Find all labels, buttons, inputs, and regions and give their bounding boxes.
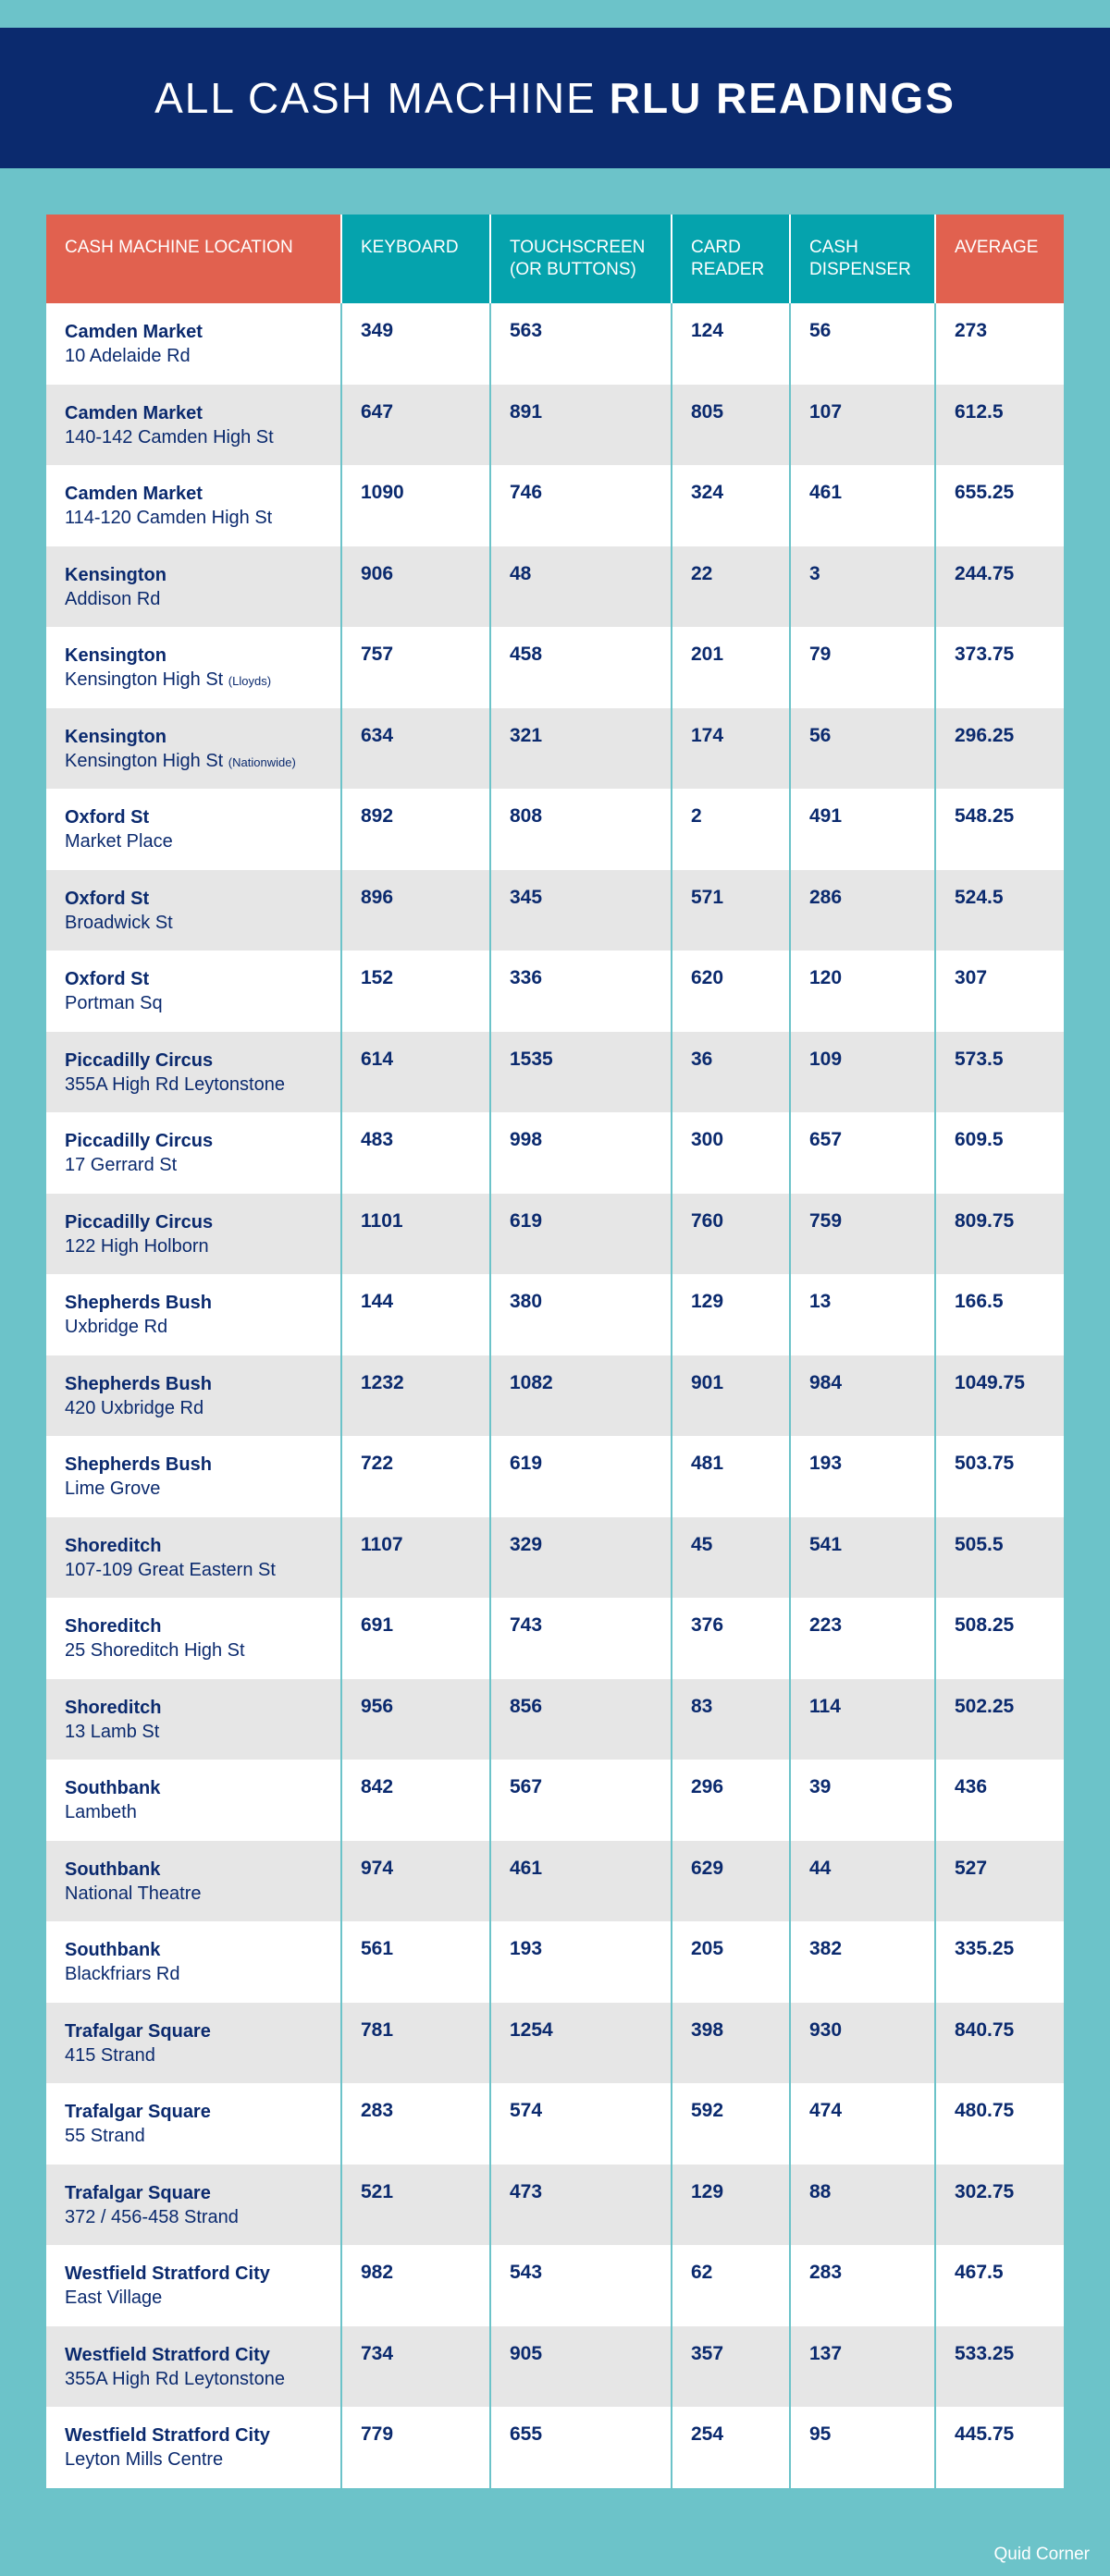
keyboard-cell: 691	[341, 1598, 490, 1679]
location-address	[65, 749, 322, 775]
cash-dispenser-cell: 930	[790, 2003, 935, 2084]
location-cell	[46, 465, 341, 546]
location-area: Shoreditch	[65, 1535, 162, 1556]
card-reader-cell: 629	[672, 1841, 790, 1922]
location-cell	[46, 1436, 341, 1517]
location-area: Piccadilly Circus	[65, 1131, 214, 1151]
location-cell	[46, 789, 341, 870]
cash-dispenser-cell: 114	[790, 1679, 935, 1760]
address-text: 107-109 Great Eastern St	[65, 1559, 276, 1580]
location-cell	[46, 2165, 341, 2246]
location-area: Southbank	[65, 1778, 161, 1798]
location-area: Trafalgar Square	[65, 2020, 211, 2042]
average-cell: 445.75	[935, 2407, 1064, 2488]
location-cell	[46, 708, 341, 790]
location-area: Piccadilly Circus	[65, 1049, 214, 1071]
location-cell	[46, 1760, 341, 1841]
keyboard-cell: 734	[341, 2326, 490, 2408]
cash-dispenser-cell: 984	[790, 1355, 935, 1437]
keyboard-cell: 144	[341, 1274, 490, 1355]
location-cell	[46, 627, 341, 708]
average-cell: 655.25	[935, 465, 1064, 546]
table-row	[46, 2003, 1064, 2084]
location-address	[65, 425, 322, 449]
location-area: Southbank	[65, 1858, 161, 1880]
location-address	[65, 911, 322, 935]
rlu-readings-table	[46, 215, 1064, 2488]
card-reader-cell: 376	[672, 1598, 790, 1679]
col-header-average: AVERAGE	[935, 215, 1064, 303]
average-cell: 502.25	[935, 1679, 1064, 1760]
location-cell	[46, 1841, 341, 1922]
table-row	[46, 385, 1064, 466]
touchscreen-cell: 193	[490, 1921, 672, 2003]
card-reader-cell: 201	[672, 627, 790, 708]
average-cell: 296.25	[935, 708, 1064, 790]
card-reader-cell: 571	[672, 870, 790, 951]
table-row	[46, 546, 1064, 628]
cash-dispenser-cell: 193	[790, 1436, 935, 1517]
table-row	[46, 1679, 1064, 1760]
location-address	[65, 1720, 322, 1744]
cash-dispenser-cell: 120	[790, 951, 935, 1032]
address-text: 13 Lamb St	[65, 1721, 160, 1742]
touchscreen-cell: 473	[490, 2165, 672, 2246]
location-address	[65, 1153, 322, 1177]
touchscreen-cell: 998	[490, 1112, 672, 1194]
cash-dispenser-cell: 39	[790, 1760, 935, 1841]
cash-dispenser-cell: 657	[790, 1112, 935, 1194]
average-cell: 307	[935, 951, 1064, 1032]
cash-dispenser-cell: 13	[790, 1274, 935, 1355]
cash-dispenser-cell: 79	[790, 627, 935, 708]
location-address	[65, 1396, 322, 1420]
cash-dispenser-cell: 88	[790, 2165, 935, 2246]
keyboard-cell: 982	[341, 2245, 490, 2326]
location-area: Shoreditch	[65, 1616, 162, 1637]
title-banner	[0, 28, 1110, 168]
keyboard-cell: 974	[341, 1841, 490, 1922]
cash-dispenser-cell: 286	[790, 870, 935, 951]
keyboard-cell: 757	[341, 627, 490, 708]
average-cell: 244.75	[935, 546, 1064, 628]
table-row	[46, 1760, 1064, 1841]
table-row	[46, 2165, 1064, 2246]
average-cell: 166.5	[935, 1274, 1064, 1355]
touchscreen-cell: 743	[490, 1598, 672, 1679]
touchscreen-cell: 1535	[490, 1032, 672, 1113]
location-address	[65, 2124, 322, 2148]
location-area: Shepherds Bush	[65, 1454, 212, 1475]
card-reader-cell: 62	[672, 2245, 790, 2326]
average-cell: 503.75	[935, 1436, 1064, 1517]
location-area: Kensington	[65, 726, 166, 747]
cash-dispenser-cell: 137	[790, 2326, 935, 2408]
card-reader-cell: 398	[672, 2003, 790, 2084]
touchscreen-cell: 345	[490, 870, 672, 951]
cash-dispenser-cell: 56	[790, 708, 935, 790]
address-text: Uxbridge Rd	[65, 1317, 168, 1337]
cash-dispenser-cell: 541	[790, 1517, 935, 1599]
location-address	[65, 1073, 322, 1097]
touchscreen-cell: 619	[490, 1194, 672, 1275]
card-reader-cell: 174	[672, 708, 790, 790]
address-text: 122 High Holborn	[65, 1235, 209, 1257]
address-text: 25 Shoreditch High St	[65, 1640, 245, 1661]
cash-dispenser-cell: 44	[790, 1841, 935, 1922]
card-reader-cell: 805	[672, 385, 790, 466]
location-address	[65, 1558, 322, 1582]
location-address	[65, 2286, 322, 2310]
cash-dispenser-cell: 107	[790, 385, 935, 466]
location-address	[65, 1800, 322, 1824]
keyboard-cell: 892	[341, 789, 490, 870]
col-header-location: CASH MACHINE LOCATION	[46, 215, 341, 303]
touchscreen-cell: 543	[490, 2245, 672, 2326]
average-cell: 273	[935, 303, 1064, 385]
location-area: Oxford St	[65, 969, 150, 989]
address-text: Blackfriars Rd	[65, 1964, 180, 1984]
card-reader-cell: 620	[672, 951, 790, 1032]
location-area: Trafalgar Square	[65, 2182, 211, 2203]
cash-dispenser-cell: 56	[790, 303, 935, 385]
location-cell	[46, 1194, 341, 1275]
location-address	[65, 2367, 322, 2391]
average-cell: 524.5	[935, 870, 1064, 951]
keyboard-cell: 722	[341, 1436, 490, 1517]
keyboard-cell: 1101	[341, 1194, 490, 1275]
location-cell	[46, 951, 341, 1032]
location-address	[65, 991, 322, 1015]
location-cell	[46, 1355, 341, 1437]
card-reader-cell: 129	[672, 1274, 790, 1355]
card-reader-cell: 205	[672, 1921, 790, 2003]
table-row	[46, 1274, 1064, 1355]
location-cell	[46, 1598, 341, 1679]
average-cell: 505.5	[935, 1517, 1064, 1599]
address-text: Kensington High St	[65, 750, 224, 771]
address-text: Addison Rd	[65, 588, 161, 609]
touchscreen-cell: 1082	[490, 1355, 672, 1437]
cash-dispenser-cell: 461	[790, 465, 935, 546]
touchscreen-cell: 746	[490, 465, 672, 546]
cash-dispenser-cell: 283	[790, 2245, 935, 2326]
table-row	[46, 2326, 1064, 2408]
address-text: 372 / 456-458 Strand	[65, 2206, 239, 2227]
touchscreen-cell: 1254	[490, 2003, 672, 2084]
location-address	[65, 587, 322, 611]
touchscreen-cell: 336	[490, 951, 672, 1032]
location-area: Westfield Stratford City	[65, 2344, 270, 2365]
location-address	[65, 2205, 322, 2229]
touchscreen-cell: 891	[490, 385, 672, 466]
table-row	[46, 2245, 1064, 2326]
address-text: 10 Adelaide Rd	[65, 346, 191, 366]
address-text: 420 Uxbridge Rd	[65, 1397, 204, 1418]
address-text: 355A High Rd Leytonstone	[65, 2368, 285, 2389]
average-cell: 548.25	[935, 789, 1064, 870]
keyboard-cell: 614	[341, 1032, 490, 1113]
col-header-cash-dispenser: CASH DISPENSER	[790, 215, 935, 303]
col-header-keyboard: KEYBOARD	[341, 215, 490, 303]
table-row	[46, 1517, 1064, 1599]
location-address	[65, 668, 322, 693]
location-area: Shoreditch	[65, 1697, 162, 1718]
location-address	[65, 2447, 322, 2472]
address-text: National Theatre	[65, 1883, 202, 1904]
address-note: (Nationwide)	[228, 754, 296, 769]
address-text: 114-120 Camden High St	[65, 508, 273, 528]
keyboard-cell: 956	[341, 1679, 490, 1760]
card-reader-cell: 83	[672, 1679, 790, 1760]
location-address	[65, 506, 322, 530]
average-cell: 373.75	[935, 627, 1064, 708]
location-area: Shepherds Bush	[65, 1293, 212, 1313]
location-cell	[46, 2245, 341, 2326]
table-row	[46, 1032, 1064, 1113]
table-row	[46, 870, 1064, 951]
table-row	[46, 1921, 1064, 2003]
location-cell	[46, 1679, 341, 1760]
touchscreen-cell: 563	[490, 303, 672, 385]
card-reader-cell: 45	[672, 1517, 790, 1599]
location-cell	[46, 1112, 341, 1194]
keyboard-cell: 896	[341, 870, 490, 951]
touchscreen-cell: 48	[490, 546, 672, 628]
card-reader-cell: 2	[672, 789, 790, 870]
location-area: Camden Market	[65, 322, 203, 342]
location-cell	[46, 546, 341, 628]
touchscreen-cell: 461	[490, 1841, 672, 1922]
cash-dispenser-cell: 223	[790, 1598, 935, 1679]
cash-dispenser-cell: 759	[790, 1194, 935, 1275]
keyboard-cell: 283	[341, 2083, 490, 2165]
touchscreen-cell: 619	[490, 1436, 672, 1517]
touchscreen-cell: 574	[490, 2083, 672, 2165]
address-text: 17 Gerrard St	[65, 1155, 178, 1175]
average-cell: 527	[935, 1841, 1064, 1922]
address-text: 415 Strand	[65, 2044, 155, 2066]
card-reader-cell: 129	[672, 2165, 790, 2246]
address-text: Portman Sq	[65, 993, 163, 1013]
location-area: Camden Market	[65, 402, 203, 423]
table-row	[46, 708, 1064, 790]
table-row	[46, 2083, 1064, 2165]
cash-dispenser-cell: 491	[790, 789, 935, 870]
keyboard-cell: 1090	[341, 465, 490, 546]
location-cell	[46, 2407, 341, 2488]
keyboard-cell: 779	[341, 2407, 490, 2488]
table-row	[46, 1841, 1064, 1922]
location-address	[65, 829, 322, 853]
table-row	[46, 1194, 1064, 1275]
table-row	[46, 951, 1064, 1032]
location-address	[65, 1234, 322, 1258]
address-text: Leyton Mills Centre	[65, 2449, 224, 2470]
average-cell: 335.25	[935, 1921, 1064, 2003]
title-emphasis: RLU READINGS	[609, 74, 956, 122]
location-address	[65, 1315, 322, 1339]
keyboard-cell: 483	[341, 1112, 490, 1194]
location-address	[65, 1638, 322, 1662]
brand-logo: Quid Corner	[993, 2545, 1090, 2564]
cash-dispenser-cell: 382	[790, 1921, 935, 2003]
location-cell	[46, 303, 341, 385]
address-text: 140-142 Camden High St	[65, 426, 274, 448]
table-row	[46, 1598, 1064, 1679]
touchscreen-cell: 905	[490, 2326, 672, 2408]
card-reader-cell: 300	[672, 1112, 790, 1194]
col-header-touchscreen: TOUCHSCREEN (OR BUTTONS)	[490, 215, 672, 303]
location-address	[65, 344, 322, 368]
table-row	[46, 1112, 1064, 1194]
average-cell: 302.75	[935, 2165, 1064, 2246]
location-address	[65, 1477, 322, 1501]
address-text: Lambeth	[65, 1802, 137, 1822]
card-reader-cell: 124	[672, 303, 790, 385]
keyboard-cell: 349	[341, 303, 490, 385]
touchscreen-cell: 567	[490, 1760, 672, 1841]
keyboard-cell: 647	[341, 385, 490, 466]
location-cell	[46, 385, 341, 466]
location-area: Oxford St	[65, 888, 150, 909]
location-cell	[46, 1274, 341, 1355]
touchscreen-cell: 655	[490, 2407, 672, 2488]
card-reader-cell: 22	[672, 546, 790, 628]
average-cell: 573.5	[935, 1032, 1064, 1113]
location-area: Westfield Stratford City	[65, 2425, 270, 2446]
card-reader-cell: 254	[672, 2407, 790, 2488]
keyboard-cell: 781	[341, 2003, 490, 2084]
address-text: Broadwick St	[65, 912, 173, 933]
location-cell	[46, 2003, 341, 2084]
table-row	[46, 1436, 1064, 1517]
table-header-row	[46, 215, 1064, 303]
address-note: (Lloyds)	[228, 674, 272, 688]
table-row	[46, 303, 1064, 385]
touchscreen-cell: 321	[490, 708, 672, 790]
average-cell: 480.75	[935, 2083, 1064, 2165]
location-area: Camden Market	[65, 484, 203, 504]
location-cell	[46, 870, 341, 951]
touchscreen-cell: 808	[490, 789, 672, 870]
location-address	[65, 1962, 322, 1986]
card-reader-cell: 481	[672, 1436, 790, 1517]
cash-dispenser-cell: 474	[790, 2083, 935, 2165]
cash-dispenser-cell: 3	[790, 546, 935, 628]
touchscreen-cell: 329	[490, 1517, 672, 1599]
table-row	[46, 1355, 1064, 1437]
location-area: Kensington	[65, 564, 166, 585]
touchscreen-cell: 856	[490, 1679, 672, 1760]
keyboard-cell: 1232	[341, 1355, 490, 1437]
address-text: Kensington High St	[65, 669, 224, 690]
average-cell: 809.75	[935, 1194, 1064, 1275]
location-cell	[46, 1517, 341, 1599]
location-cell	[46, 1921, 341, 2003]
address-text: 55 Strand	[65, 2126, 145, 2146]
location-area: Southbank	[65, 1940, 161, 1960]
title-prefix: ALL CASH MACHINE	[154, 74, 597, 122]
table-row	[46, 465, 1064, 546]
average-cell: 609.5	[935, 1112, 1064, 1194]
location-area: Oxford St	[65, 807, 150, 828]
location-cell	[46, 1032, 341, 1113]
address-text: Market Place	[65, 831, 173, 852]
card-reader-cell: 760	[672, 1194, 790, 1275]
keyboard-cell: 634	[341, 708, 490, 790]
cash-dispenser-cell: 95	[790, 2407, 935, 2488]
location-cell	[46, 2326, 341, 2408]
address-text: East Village	[65, 2288, 163, 2308]
touchscreen-cell: 458	[490, 627, 672, 708]
table-row	[46, 789, 1064, 870]
keyboard-cell: 842	[341, 1760, 490, 1841]
location-address	[65, 1882, 322, 1906]
card-reader-cell: 592	[672, 2083, 790, 2165]
table-body	[46, 303, 1064, 2488]
address-text: Lime Grove	[65, 1478, 161, 1499]
average-cell: 1049.75	[935, 1355, 1064, 1437]
location-area: Westfield Stratford City	[65, 2263, 270, 2284]
keyboard-cell: 521	[341, 2165, 490, 2246]
location-area: Shepherds Bush	[65, 1373, 212, 1394]
address-text: 355A High Rd Leytonstone	[65, 1073, 285, 1095]
keyboard-cell: 152	[341, 951, 490, 1032]
average-cell: 436	[935, 1760, 1064, 1841]
average-cell: 840.75	[935, 2003, 1064, 2084]
location-address	[65, 2043, 322, 2067]
card-reader-cell: 357	[672, 2326, 790, 2408]
keyboard-cell: 1107	[341, 1517, 490, 1599]
average-cell: 467.5	[935, 2245, 1064, 2326]
location-area: Kensington	[65, 645, 166, 666]
cash-dispenser-cell: 109	[790, 1032, 935, 1113]
card-reader-cell: 324	[672, 465, 790, 546]
table-row	[46, 627, 1064, 708]
average-cell: 533.25	[935, 2326, 1064, 2408]
keyboard-cell: 561	[341, 1921, 490, 2003]
location-area: Piccadilly Circus	[65, 1211, 214, 1233]
card-reader-cell: 901	[672, 1355, 790, 1437]
table-row	[46, 2407, 1064, 2488]
touchscreen-cell: 380	[490, 1274, 672, 1355]
average-cell: 508.25	[935, 1598, 1064, 1679]
location-cell	[46, 2083, 341, 2165]
average-cell: 612.5	[935, 385, 1064, 466]
card-reader-cell: 296	[672, 1760, 790, 1841]
col-header-card-reader: CARD READER	[672, 215, 790, 303]
keyboard-cell: 906	[341, 546, 490, 628]
location-area: Trafalgar Square	[65, 2102, 211, 2122]
card-reader-cell: 36	[672, 1032, 790, 1113]
